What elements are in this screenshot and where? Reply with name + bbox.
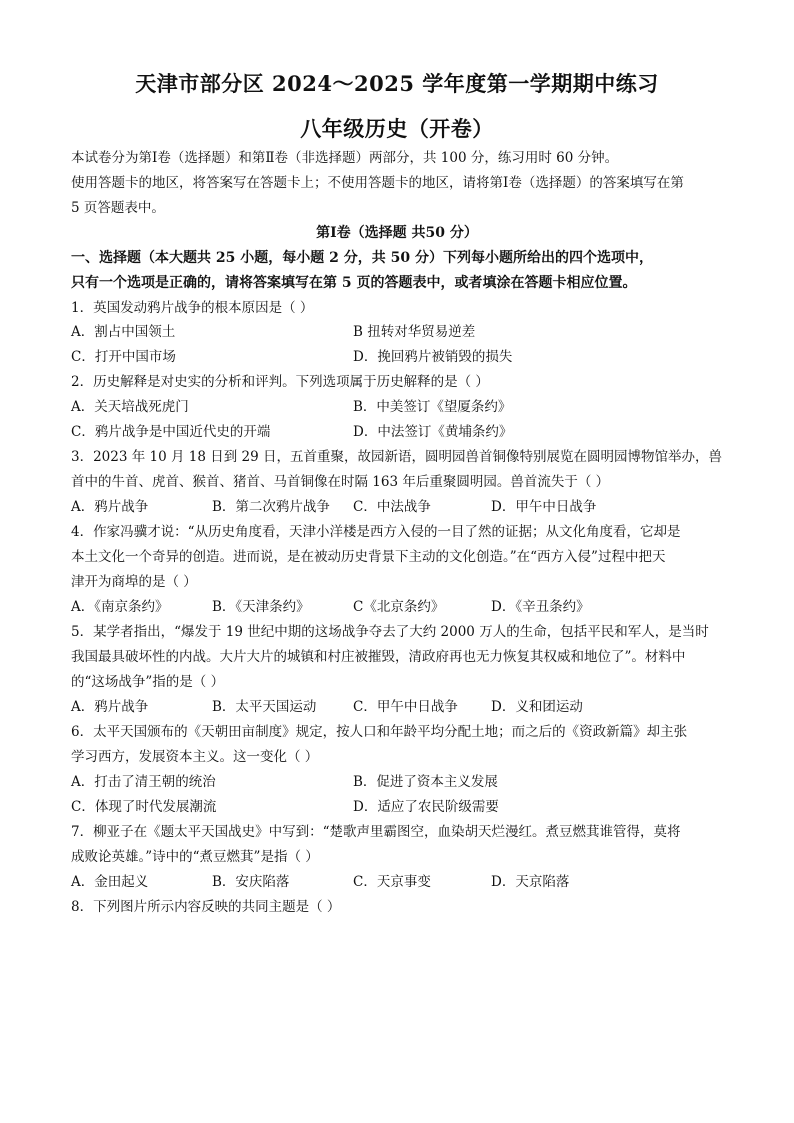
question-4-stem-2: 本土文化一个奇异的创造。进而说，是在被动历史背景下主动的文化创造。”在“西方入侵”过程中把天 xyxy=(71,549,666,565)
section-instruction-1: 一、选择题（本大题共 25 小题，每小题 2 分，共 50 分）下列每小题所给出的四个选项中， xyxy=(71,250,653,266)
question-4-option-a: A．《南京条约》 xyxy=(71,599,169,615)
question-2-option-a: A．关天培战死虎门 xyxy=(71,399,189,415)
question-6-stem-2: 学习西方，发展资本主义。这一变化（ ） xyxy=(71,749,319,765)
question-3-option-c: C．中法战争 xyxy=(353,499,431,515)
question-1-option-a: A．割占中国领土 xyxy=(71,324,176,340)
question-4-stem-3: 津开为商埠的是（ ） xyxy=(71,574,197,590)
question-1-option-d: D．挽回鸦片被销毁的损失 xyxy=(353,349,513,365)
question-6-option-b: B．促进了资本主义发展 xyxy=(353,774,498,790)
question-5-stem-3: 的“这场战争”指的是（ ） xyxy=(71,674,225,690)
question-3-stem-1: 3．2023 年 10 月 18 日到 29 日，五首重聚，故园新语，圆明园兽首铜像特别展览在圆明园博物馆举办，兽 xyxy=(71,449,723,465)
question-7-option-a: A．金田起义 xyxy=(71,874,149,890)
question-4-option-c: C《北京条约》 xyxy=(353,599,445,615)
question-4-option-d: D．《辛丑条约》 xyxy=(491,599,590,615)
section-instruction-2: 只有一个选项是正确的，请将答案填写在第 5 页的答题表中，或者填涂在答题卡相应位置。 xyxy=(71,275,637,291)
intro-line-2: 使用答题卡的地区，将答案写在答题卡上；不使用答题卡的地区，请将第Ⅰ卷（选择题）的答案填写在第 xyxy=(71,175,684,191)
section-title: 第Ⅰ卷（选择题 共50 分） xyxy=(316,225,478,241)
question-5-option-a: A．鸦片战争 xyxy=(71,699,149,715)
question-1-stem: 1．英国发动鸦片战争的根本原因是（ ） xyxy=(71,300,314,316)
question-3-option-a: A．鸦片战争 xyxy=(71,499,149,515)
question-6-option-a: A．打击了清王朝的统治 xyxy=(71,774,216,790)
question-2-option-c: C．鸦片战争是中国近代史的开端 xyxy=(71,424,271,440)
question-7-stem-2: 成败论英雄。”诗中的“煮豆燃萁”是指（ ） xyxy=(71,849,319,865)
question-4-stem-1: 4．作家冯骥才说：“从历史角度看，天津小洋楼是西方入侵的一目了然的证据；从文化角度看，它却是 xyxy=(71,524,681,540)
question-6-stem-1: 6．太平天国颁布的《天朝田亩制度》规定，按人口和年龄平均分配土地；而之后的《资政新篇》却主张 xyxy=(71,724,688,740)
question-6-option-d: D．适应了农民阶级需要 xyxy=(353,799,499,815)
question-7-option-d: D．天京陷落 xyxy=(491,874,570,890)
question-2-option-b: B．中美签订《望厦条约》 xyxy=(353,399,512,415)
intro-line-3: 5 页答题表中。 xyxy=(71,200,165,216)
intro-line-1: 本试卷分为第Ⅰ卷（选择题）和第Ⅱ卷（非选择题）两部分，共 100 分，练习用时 60 分钟。 xyxy=(71,150,619,166)
question-4-option-b: B．《天津条约》 xyxy=(212,599,310,615)
question-3-stem-2: 首中的牛首、虎首、猴首、猪首、马首铜像在时隔 163 年后重聚圆明园。兽首流失于（ ） xyxy=(71,474,610,490)
question-2-stem: 2．历史解释是对史实的分析和评判。下列选项属于历史解释的是（ ） xyxy=(71,374,489,390)
exam-subtitle: 八年级历史（开卷） xyxy=(300,116,494,141)
question-5-stem-2: 我国最具破坏性的内战。大片大片的城镇和村庄被摧毁，清政府再也无力恢复其权威和地位了”。材料中 xyxy=(71,649,686,665)
question-1-option-b: B 扭转对华贸易逆差 xyxy=(353,324,476,340)
question-8-stem: 8．下列图片所示内容反映的共同主题是（ ） xyxy=(71,899,341,915)
question-7-option-c: C．天京事变 xyxy=(353,874,431,890)
question-2-option-d: D．中法签订《黄埔条约》 xyxy=(353,424,513,440)
question-6-option-c: C．体现了时代发展潮流 xyxy=(71,799,217,815)
question-7-option-b: B．安庆陷落 xyxy=(212,874,290,890)
question-5-option-b: B．太平天国运动 xyxy=(212,699,317,715)
question-5-option-c: C．甲午中日战争 xyxy=(353,699,458,715)
question-1-option-c: C．打开中国市场 xyxy=(71,349,176,365)
question-5-option-d: D．义和团运动 xyxy=(491,699,583,715)
question-7-stem-1: 7．柳亚子在《题太平天国战史》中写到：“楚歌声里霸图空，血染胡天烂漫红。煮豆燃萁谁管得，莫将 xyxy=(71,824,681,840)
question-3-option-d: D．甲午中日战争 xyxy=(491,499,597,515)
question-3-option-b: B．第二次鸦片战争 xyxy=(212,499,330,515)
exam-title: 天津市部分区 2024～2025 学年度第一学期期中练习 xyxy=(135,71,659,96)
question-5-stem-1: 5．某学者指出，“爆发于 19 世纪中期的这场战争夺去了大约 2000 万人的生命，包括平民和军人，是当时 xyxy=(71,624,709,640)
